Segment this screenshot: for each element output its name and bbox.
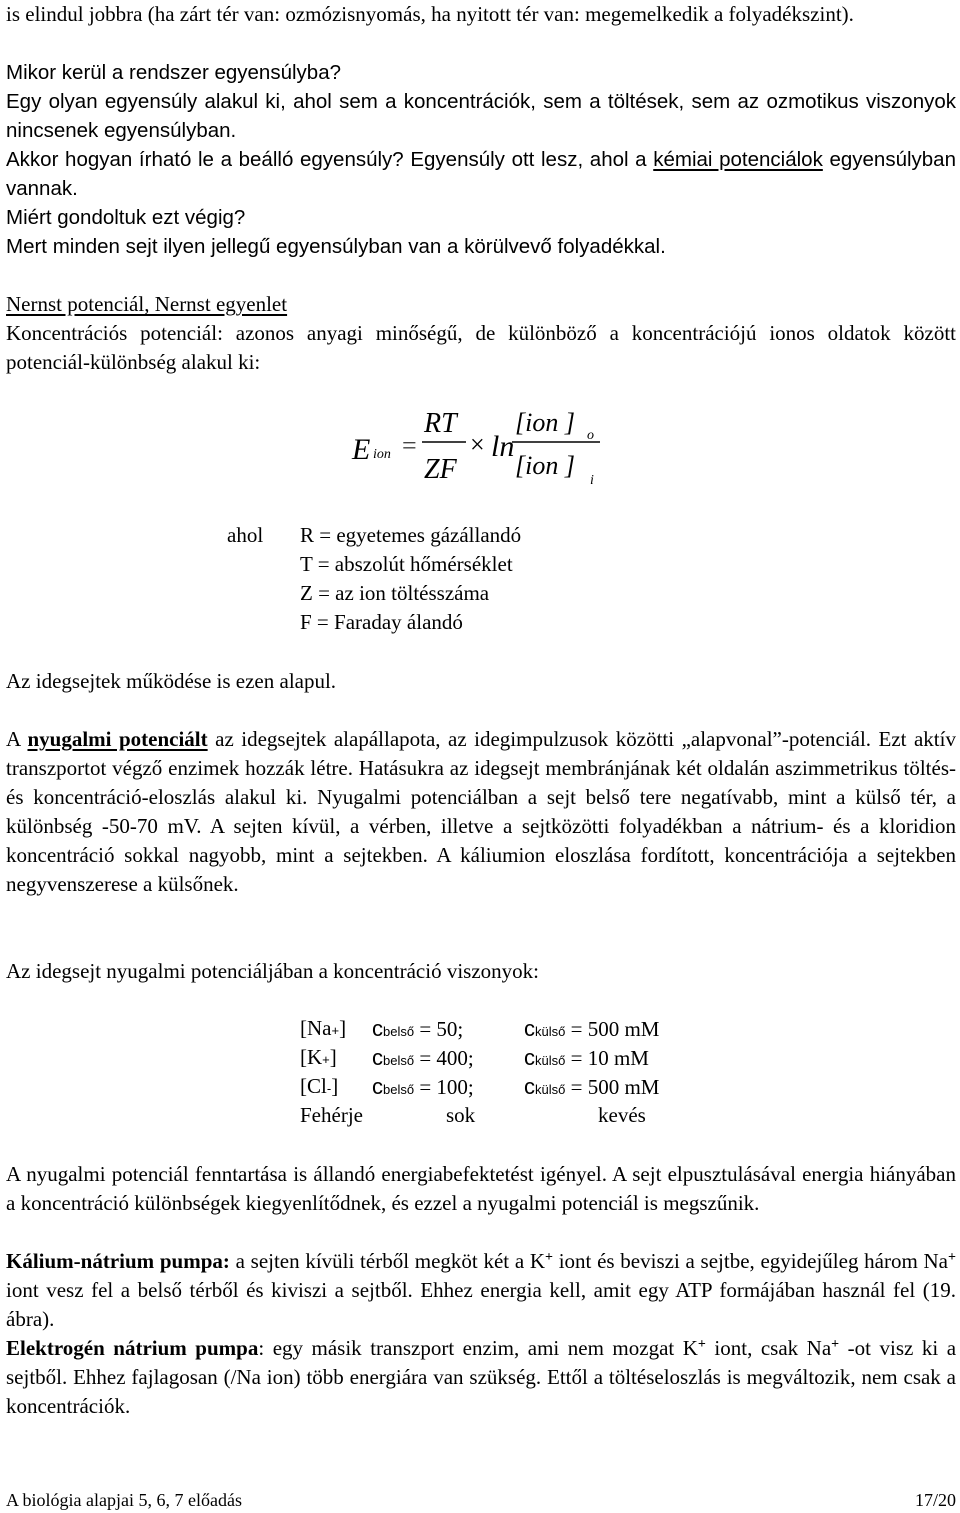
electrogenic-sup-1: + <box>697 1337 706 1352</box>
formula-e-sub: ion <box>373 447 391 462</box>
definition-f: F = Faraday álandó <box>300 610 463 634</box>
footer-title: A biológia alapjai 5, 6, 7 előadás <box>6 1490 242 1510</box>
paragraph-intro-line: is elindul jobbra (ha zárt tér van: ozmózisnyomás, ha nyitott tér van: megemelkedik a folyadékszint). <box>6 2 854 26</box>
formula-denominator: ZF <box>424 454 457 485</box>
electrogenic-term: Elektrogén nátrium pumpa <box>6 1336 259 1360</box>
definition-t: T = abszolút hőmérséklet <box>300 552 513 576</box>
answer-equilibrium: Egy olyan egyensúly alakul ki, ahol sem a koncentrációk, sem a töltések, sem az ozmotikus viszonyok nincsenek egyensúlyban. <box>6 90 956 142</box>
paragraph-electrogenic-pump <box>6 1334 956 1421</box>
inside-concentration: cbelső = 400; <box>372 1045 474 1070</box>
page-number: 17/20 <box>914 1490 956 1510</box>
electrogenic-text-3: -ot visz ki a sejtből. Ehhez fajlagosan (/Na ion) több energiára van szükség. Ettől a töltéseloszlás is megváltozik, nem csak a koncentrációk. <box>6 1336 957 1418</box>
formula-ion-inside: [ion ] <box>515 451 575 480</box>
formula-numerator: RT <box>424 408 457 439</box>
electrogenic-text-2: iont, csak Na <box>705 1336 832 1360</box>
nernst-heading-text: Nernst potenciál, Nernst egyenlet <box>6 292 288 316</box>
outside-concentration: ckülső = 500 mM <box>524 1074 660 1099</box>
section-heading-nernst <box>6 290 956 319</box>
formula-ion-outside: [ion ] <box>515 408 575 437</box>
protein-inside: sok <box>446 1103 476 1127</box>
formula-equals: = <box>402 431 417 460</box>
protein-outside: kevés <box>598 1103 646 1127</box>
ion-label: [Na+] <box>300 1016 347 1040</box>
pump-term: Kálium-nátrium pumpa: <box>6 1249 230 1273</box>
ion-label: [Cl-] <box>300 1074 339 1098</box>
paragraph-nernst-intro: Koncentrációs potenciál: azonos anyagi minőségű, de különböző a koncentrációjú ionos oldatok között potenciál-különbség alakul ki: <box>6 321 956 374</box>
formula-ln: ln <box>491 430 515 463</box>
paragraph-na-k-pump <box>6 1247 956 1334</box>
outside-concentration: ckülső = 500 mM <box>524 1016 660 1041</box>
paragraph-resting-potential <box>6 725 956 899</box>
chemical-potential-term: kémiai potenciálok <box>653 148 823 171</box>
pump-text-3: iont vesz fel a belső térből és kiviszi a sejtből. Ehhez energia kell, amit egy ATP formájában használ fel (19. ábra). <box>6 1278 956 1331</box>
electrogenic-text-1: : egy másik transzport enzim, ami nem mozgat K <box>258 1336 698 1360</box>
concentration-intro: Az idegsejt nyugalmi potenciáljában a koncentráció viszonyok: <box>6 959 539 983</box>
where-label: ahol <box>227 523 264 547</box>
question-why: Miért gondoltuk ezt végig? <box>6 206 246 229</box>
formula-times: × <box>470 430 485 459</box>
constant-definitions <box>300 521 521 637</box>
pump-sup-1: + <box>545 1250 554 1265</box>
definition-z: Z = az ion töltésszáma <box>300 581 490 605</box>
protein-label: Fehérje <box>300 1103 363 1127</box>
pump-text-2: iont és beviszi a sejtbe, egyidejűleg három Na <box>553 1249 949 1273</box>
paragraph-equilibrium-description <box>6 145 956 203</box>
formula-sub-o: o <box>587 428 594 443</box>
answer-description-end: egyensúlyban vannak. <box>6 148 956 200</box>
resting-pre: A <box>6 727 28 751</box>
ion-label: [K+] <box>300 1045 337 1069</box>
inside-concentration: cbelső = 100; <box>372 1074 474 1099</box>
answer-description: Egyensúly ott lesz, ahol a <box>403 148 654 171</box>
definition-r: R = egyetemes gázállandó <box>300 523 522 547</box>
answer-why: Mert minden sejt ilyen jellegű egyensúlyban van a körülvevő folyadékkal. <box>6 235 666 258</box>
formula-e: E <box>352 433 371 466</box>
nerve-cell-note: Az idegsejtek működése is ezen alapul. <box>6 669 337 693</box>
outside-concentration: ckülső = 10 mM <box>524 1045 649 1070</box>
nernst-equation <box>340 396 620 496</box>
electrogenic-sup-2: + <box>831 1337 840 1352</box>
inside-concentration: cbelső = 50; <box>372 1016 464 1041</box>
resting-potential-term: nyugalmi potenciált <box>27 727 208 751</box>
pump-text-1: a sejten kívüli térből megköt két a K <box>229 1249 546 1273</box>
pump-sup-2: + <box>948 1250 956 1265</box>
question-equilibrium: Mikor kerül a rendszer egyensúlyba? <box>6 61 341 84</box>
resting-text: az idegsejtek alapállapota, az idegimpulzusok közötti „alapvonal”-potenciál. Ezt aktív transzportot végző enzimek hozzák létre. Hatásukra az idegsejt membránjának két oldalán aszimmetrikus töltés- és koncentráció-eloszlás alakul ki. Nyugalmi potenciálban a sejt belső tere negatívabb, mint a külső tér, a különbség -50-70 mV. A sejten kívül, a vérben, illetve a sejtközötti folyadékban a nátrium- és a kloridion koncentráció sokkal nagyobb, mint a sejtekben. A káliumion eloszlása fordított, koncentrációja a sejtekben negyvenszerese a külsőnek. <box>6 727 956 896</box>
paragraph-maintenance: A nyugalmi potenciál fenntartása is állandó energiabefektetést igényel. A sejt elpusztulásával energia hiányában a koncentráció különbségek kiegyenlítődnek, és ezzel a nyugalmi potenciál is megszűnik. <box>6 1162 956 1215</box>
formula-sub-i: i <box>590 473 594 488</box>
question-description: Akkor hogyan írható le a beálló egyensúly? <box>6 148 404 171</box>
